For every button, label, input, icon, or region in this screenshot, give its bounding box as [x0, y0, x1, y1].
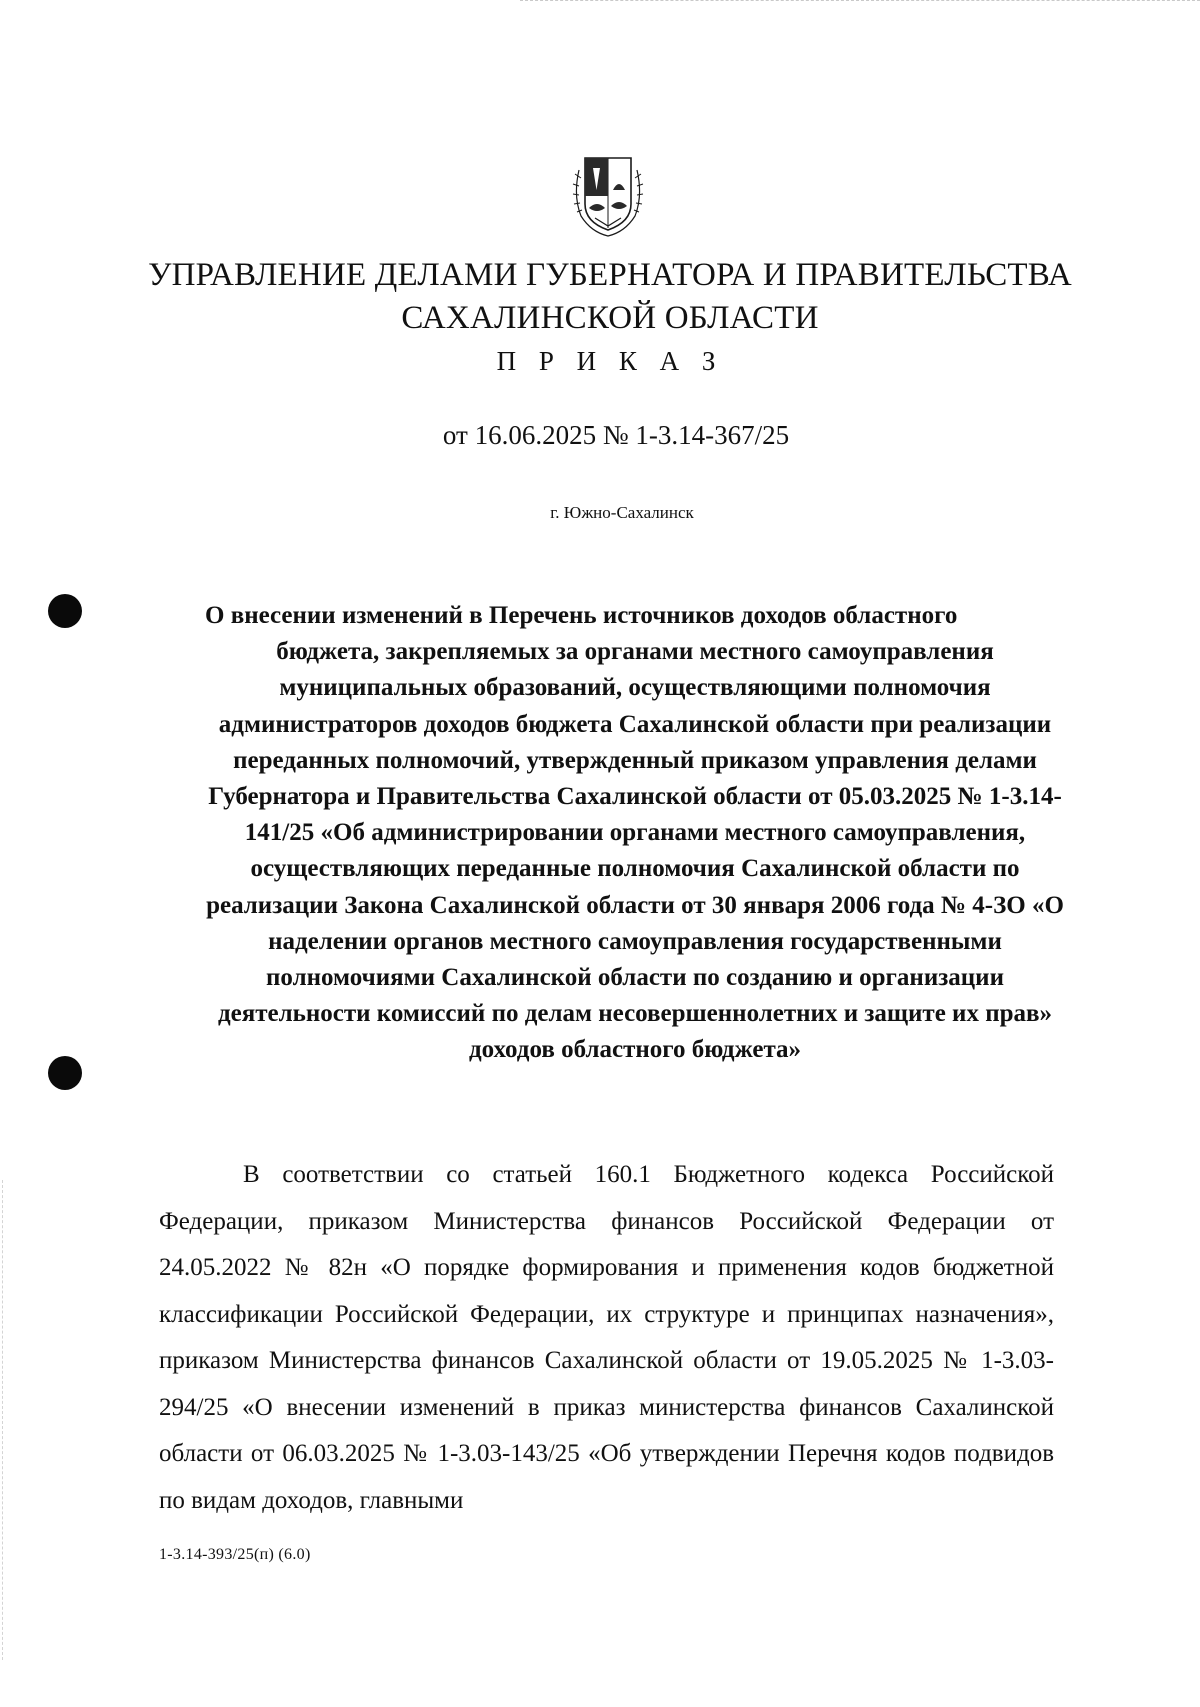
punch-hole-icon	[48, 594, 82, 628]
order-subject	[205, 598, 1065, 1069]
body-paragraph: В соответствии со статьей 160.1 Бюджетного кодекса Российской Федерации, приказом Министерства финансов Российской Федерации от 24.05.2022 № 82н «О порядке формирования и применения кодов бюджетной классификации Российской Федерации, их структуре и принципах назначения», приказом Министерства финансов Сахалинской области от 19.05.2025 № 1-3.03-294/25 «О внесении изменений в приказ министерства финансов Сахалинской области от 06.03.2025 № 1-3.03-143/25 «Об утверждении Перечня кодов подвидов по видам доходов, главными	[159, 1161, 1054, 1514]
document-type: П Р И К А З	[496, 346, 724, 376]
city-name: г. Южно-Сахалинск	[550, 503, 694, 522]
order-subject-first-line: О внесении изменений в Перечень источников доходов областного	[205, 602, 958, 629]
scan-artifact-line	[520, 0, 1200, 1]
order-date-number: от 16.06.2025 № 1-3.14-367/25	[442, 420, 790, 450]
scan-artifact-line	[2, 1180, 3, 1660]
organization-title	[100, 254, 1120, 340]
organization-title-line: САХАЛИНСКОЙ ОБЛАСТИ	[401, 300, 819, 336]
document-code: 1-3.14-393/25(п) (6.0)	[159, 1546, 311, 1563]
organization-title-line: УПРАВЛЕНИЕ ДЕЛАМИ ГУБЕРНАТОРА И ПРАВИТЕЛЬСТВА	[148, 257, 1072, 293]
coat-of-arms-icon	[567, 148, 649, 238]
order-subject-rest: бюджета, закрепляемых за органами местного самоуправления муниципальных образований, осуществляющими полномочия администраторов доходов бюджета Сахалинской области при реализации переданных полномочий, утвержденный приказом управления делами Губернатора и Правительства Сахалинской области от 05.03.2025 № 1-3.14-141/25 «Об администрировании органами местного самоуправления, осуществляющих переданные полномочия Сахалинской области по реализации Закона Сахалинской области от 30 января 2006 года № 4-ЗО «О наделении органов местного самоуправления государственными полномочиями Сахалинской области по созданию и организации деятельности комиссий по делам несовершеннолетних и защите их прав» доходов областного бюджета»	[206, 638, 1064, 1064]
punch-hole-icon	[48, 1056, 82, 1090]
